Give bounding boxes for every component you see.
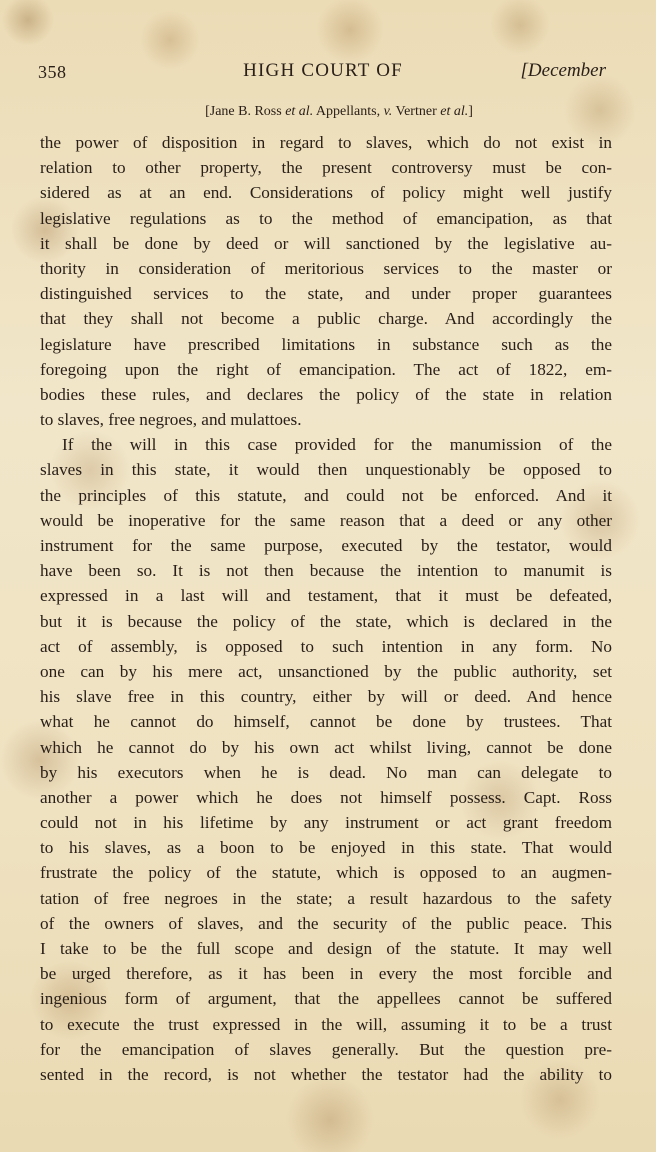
caption-et-al-2: et al.: [440, 104, 469, 119]
text-line: the power of disposition in regard to slaves, which do not exist in: [40, 133, 612, 152]
text-line: legislature have prescribed limitations in substance such as the: [40, 334, 612, 354]
running-title: HIGH COURT OF: [243, 60, 403, 81]
text-line: to his slaves, as a boon to be enjoyed in this state. That would: [40, 838, 612, 858]
text-line: be urged therefore, as it has been in every the most forcible and: [40, 964, 612, 984]
text-line: frustrate the policy of the statute, which is opposed to an augmen-: [40, 863, 612, 883]
text-line: one can by his mere act, unsanctioned by the public authority, set: [40, 661, 612, 681]
running-head: [38, 60, 608, 90]
caption-et-al: et al.: [285, 104, 314, 119]
text-line: to execute the trust expressed in the will, assuming it to be a trust: [40, 1014, 612, 1034]
text-line: foregoing upon the right of emancipation. The act of 1822, em-: [40, 359, 612, 379]
text-line: to slaves, free negroes, and mulattoes.: [40, 410, 302, 430]
text-line: relation to other property, the present controversy must be con-: [40, 158, 612, 178]
paragraph-start-line: If the will in this case provided for the manumission of the: [62, 435, 612, 455]
text-line: I take to be the full scope and design of the statute. It may well: [40, 939, 612, 958]
caption-party: Vertner: [392, 104, 441, 119]
text-line: act of assembly, is opposed to such intention in any form. No: [40, 636, 612, 656]
page-number: 358: [38, 62, 67, 82]
text-line: his slave free in this country, either by will or deed. And hence: [40, 687, 612, 707]
text-line: tation of free negroes in the state; a result hazardous to the safety: [40, 888, 612, 908]
text-line: that they shall not become a public charge. And accordingly the: [40, 309, 612, 329]
text-line: which he cannot do by his own act whilst living, cannot be done: [40, 737, 612, 757]
text-line: the principles of this statute, and could not be enforced. And it: [40, 485, 612, 505]
text-line: would be inoperative for the same reason that a deed or any other: [40, 510, 612, 530]
text-line: could not in his lifetime by any instrument or act grant freedom: [40, 813, 612, 833]
text-line: ingenious form of argument, that the appellees cannot be suffered: [40, 989, 612, 1009]
text-line: instrument for the same purpose, executed by the testator, would: [40, 536, 612, 555]
text-line: bodies these rules, and declares the policy of the state in relation: [40, 384, 612, 404]
text-line: of the owners of slaves, and the security of the public peace. This: [40, 913, 612, 933]
caption-open: [Jane B. Ross: [205, 104, 286, 119]
text-line: what he cannot do himself, cannot be done by trustees. That: [40, 712, 612, 732]
text-line: distinguished services to the state, and under proper guarantees: [40, 284, 612, 304]
text-line: thority in consideration of meritorious services to the master or: [40, 258, 612, 278]
caption-middle: Appellants,: [313, 104, 384, 119]
running-month: [December: [520, 60, 606, 81]
case-caption: [40, 104, 610, 120]
text-line: have been so. It is not then because the intention to manumit is: [40, 561, 612, 581]
text-line: slaves in this state, it would then unquestionably be opposed to: [40, 460, 612, 480]
text-line: another a power which he does not himself possess. Capt. Ross: [40, 787, 612, 807]
text-line: for the emancipation of slaves generally. But the question pre-: [40, 1039, 612, 1059]
text-line: sidered as at an end. Considerations of policy might well justify: [40, 183, 612, 203]
text-line: by his executors when he is dead. No man can delegate to: [40, 762, 612, 782]
text-line: it shall be done by deed or will sanctioned by the legislative au-: [40, 233, 612, 253]
text-line: legislative regulations as to the method of emancipation, as that: [40, 208, 612, 228]
text-line: expressed in a last will and testament, that it must be defeated,: [40, 586, 612, 606]
caption-versus: v.: [383, 104, 393, 119]
text-line: but it is because the policy of the state, which is declared in the: [40, 611, 612, 631]
text-line: sented in the record, is not whether the testator had the ability to: [40, 1064, 612, 1084]
body-text: [40, 130, 612, 1087]
caption-close: ]: [468, 104, 473, 119]
